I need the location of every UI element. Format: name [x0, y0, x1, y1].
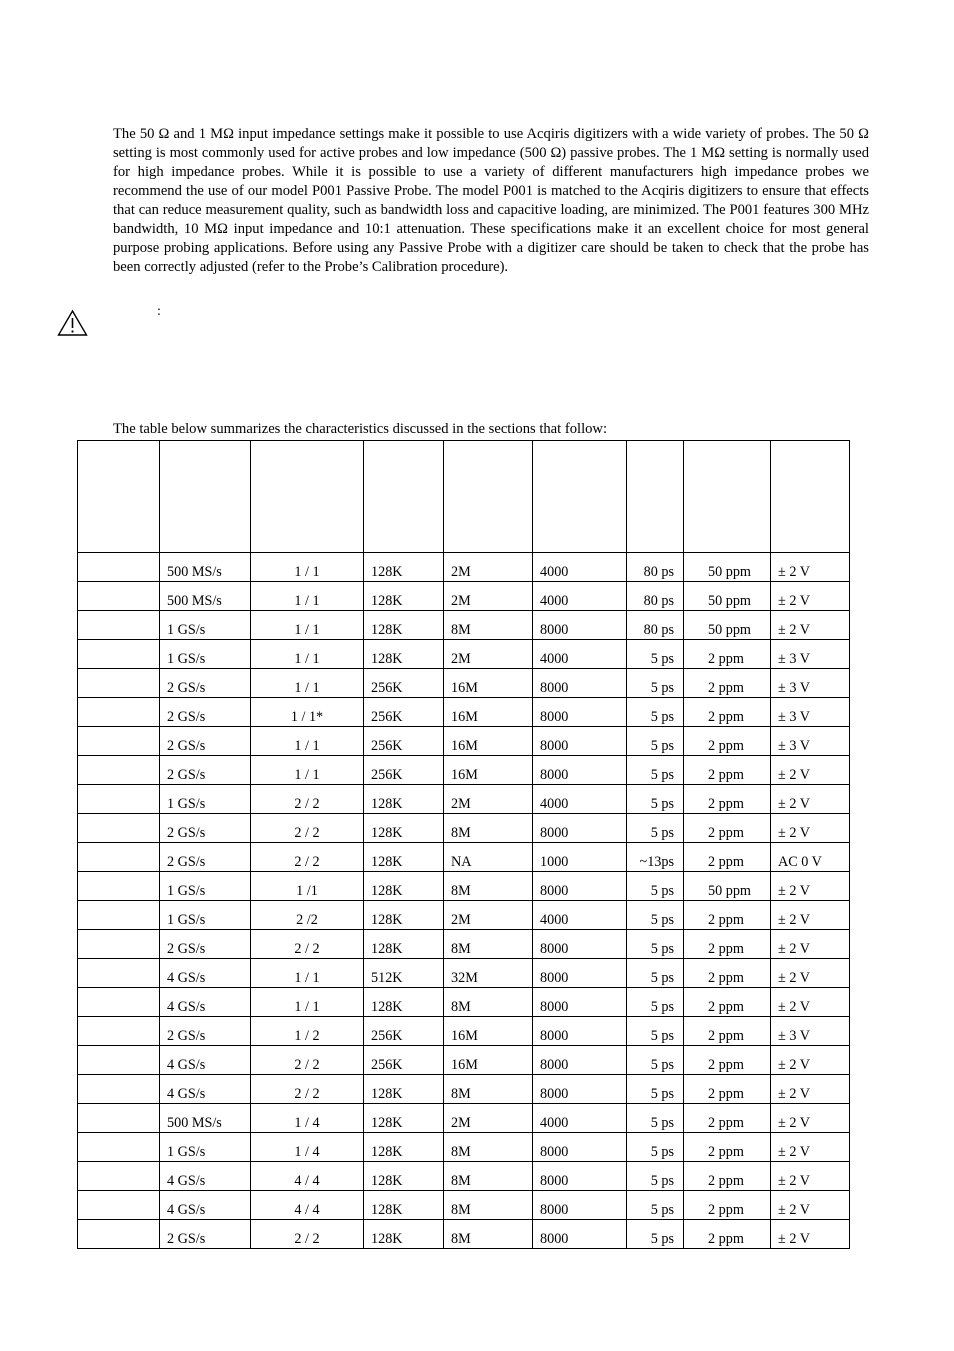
table-cell: 128K [364, 930, 444, 959]
table-cell: ± 2 V [771, 1046, 850, 1075]
table-cell [78, 785, 160, 814]
table-cell: 2M [444, 582, 533, 611]
table-cell [78, 727, 160, 756]
table-cell: 1 / 1 [251, 959, 364, 988]
table-cell: ± 2 V [771, 582, 850, 611]
table-cell: 5 ps [627, 727, 684, 756]
table-cell: 5 ps [627, 1075, 684, 1104]
table-cell: 128K [364, 640, 444, 669]
table-cell: 50 ppm [684, 553, 771, 582]
table-cell [78, 553, 160, 582]
table-cell: 32M [444, 959, 533, 988]
table-cell: 1 / 1 [251, 756, 364, 785]
table-cell: 8000 [533, 1220, 627, 1249]
table-row [78, 814, 850, 843]
header-cell [251, 441, 364, 553]
table-cell [78, 1046, 160, 1075]
table-cell: 2 ppm [684, 959, 771, 988]
table-cell: ± 2 V [771, 611, 850, 640]
table-cell: 8000 [533, 988, 627, 1017]
table-cell: ± 2 V [771, 814, 850, 843]
table-cell: 2 /2 [251, 901, 364, 930]
table-cell: 2 ppm [684, 814, 771, 843]
table-cell: ± 3 V [771, 698, 850, 727]
table-cell: ± 2 V [771, 1191, 850, 1220]
table-cell: ± 2 V [771, 930, 850, 959]
table-cell: ± 3 V [771, 669, 850, 698]
table-cell: 1 / 1 [251, 582, 364, 611]
table-cell: 128K [364, 1104, 444, 1133]
table-cell: 5 ps [627, 669, 684, 698]
table-cell: 8000 [533, 1075, 627, 1104]
table-cell: 4 GS/s [160, 1162, 251, 1191]
table-cell: 2 GS/s [160, 727, 251, 756]
table-cell: 128K [364, 901, 444, 930]
table-row [78, 1133, 850, 1162]
table-cell: 5 ps [627, 1046, 684, 1075]
table-row [78, 959, 850, 988]
table-cell: 16M [444, 1046, 533, 1075]
table-cell: 4 GS/s [160, 1075, 251, 1104]
table-cell: ± 2 V [771, 872, 850, 901]
table-row [78, 1104, 850, 1133]
table-row [78, 582, 850, 611]
table-cell: 8M [444, 1162, 533, 1191]
table-cell: 5 ps [627, 1220, 684, 1249]
table-cell: 8000 [533, 814, 627, 843]
table-cell: 2M [444, 553, 533, 582]
table-cell: 50 ppm [684, 611, 771, 640]
table-cell: 5 ps [627, 988, 684, 1017]
table-cell: 1 GS/s [160, 1133, 251, 1162]
table-cell [78, 611, 160, 640]
table-cell [78, 1162, 160, 1191]
table-cell: 2 GS/s [160, 1017, 251, 1046]
table-cell: 5 ps [627, 872, 684, 901]
table-cell: 500 MS/s [160, 582, 251, 611]
table-cell: ± 3 V [771, 727, 850, 756]
table-cell: 4000 [533, 553, 627, 582]
table-header-row [78, 441, 850, 553]
table-cell: 8M [444, 872, 533, 901]
table-cell: 128K [364, 785, 444, 814]
table-cell: 50 ppm [684, 872, 771, 901]
table-cell: ± 2 V [771, 988, 850, 1017]
table-cell: 256K [364, 669, 444, 698]
table-row [78, 988, 850, 1017]
table-cell: 500 MS/s [160, 1104, 251, 1133]
table-cell [78, 1133, 160, 1162]
table-cell: 128K [364, 872, 444, 901]
table-cell: 4000 [533, 640, 627, 669]
table-cell: 50 ppm [684, 582, 771, 611]
table-cell: 2 ppm [684, 1104, 771, 1133]
table-cell: 8M [444, 988, 533, 1017]
table-cell: 128K [364, 1075, 444, 1104]
table-cell: ± 2 V [771, 756, 850, 785]
table-cell: 8000 [533, 727, 627, 756]
table-cell: 80 ps [627, 553, 684, 582]
table-cell: 1 / 1 [251, 669, 364, 698]
table-cell: ± 3 V [771, 640, 850, 669]
table-cell: 2 / 2 [251, 843, 364, 872]
header-cell [364, 441, 444, 553]
table-cell: 5 ps [627, 1017, 684, 1046]
table-cell: 8M [444, 1133, 533, 1162]
table-cell: 2M [444, 785, 533, 814]
table-cell: 8000 [533, 611, 627, 640]
table-cell: 2 / 2 [251, 1046, 364, 1075]
characteristics-table [77, 440, 850, 1249]
table-cell: 8000 [533, 930, 627, 959]
table-cell: 128K [364, 1191, 444, 1220]
table-row [78, 1162, 850, 1191]
table-cell: 80 ps [627, 611, 684, 640]
table-row [78, 785, 850, 814]
table-cell: 1 GS/s [160, 872, 251, 901]
table-cell: 2 / 2 [251, 785, 364, 814]
table-cell: 2M [444, 901, 533, 930]
table-cell: 8000 [533, 872, 627, 901]
table-cell: 1 / 1 [251, 727, 364, 756]
table-cell: 2 GS/s [160, 814, 251, 843]
table-cell: 4000 [533, 901, 627, 930]
table-cell: 16M [444, 669, 533, 698]
table-cell: 5 ps [627, 1133, 684, 1162]
table-row [78, 901, 850, 930]
table-cell [78, 872, 160, 901]
table-row [78, 1017, 850, 1046]
table-cell: 1 / 1 [251, 611, 364, 640]
table-cell: 2 ppm [684, 785, 771, 814]
table-cell [78, 843, 160, 872]
table-cell: 1 / 1 [251, 640, 364, 669]
table-cell: 5 ps [627, 756, 684, 785]
table-cell: 8000 [533, 1133, 627, 1162]
table-cell: 2 ppm [684, 1220, 771, 1249]
table-cell: 2 ppm [684, 1046, 771, 1075]
table-cell [78, 1220, 160, 1249]
table-cell: 128K [364, 611, 444, 640]
table-cell: 2 ppm [684, 640, 771, 669]
table-cell: ± 3 V [771, 1017, 850, 1046]
table-cell: 8M [444, 1220, 533, 1249]
table-cell: 2 / 2 [251, 930, 364, 959]
table-cell: 128K [364, 988, 444, 1017]
table-cell: ± 2 V [771, 1220, 850, 1249]
table-cell: 2 ppm [684, 756, 771, 785]
table-cell: 1 GS/s [160, 785, 251, 814]
table-row [78, 1220, 850, 1249]
table-cell: 1000 [533, 843, 627, 872]
header-cell [78, 441, 160, 553]
table-cell: 2 / 2 [251, 1220, 364, 1249]
table-cell: ~13ps [627, 843, 684, 872]
table-intro: The table below summarizes the characteristics discussed in the sections that follow: [113, 421, 608, 437]
table-cell: 5 ps [627, 930, 684, 959]
table-cell: 4 / 4 [251, 1162, 364, 1191]
table-cell [78, 988, 160, 1017]
table-row [78, 611, 850, 640]
table-cell: 512K [364, 959, 444, 988]
table-cell: ± 2 V [771, 1075, 850, 1104]
table-cell: 5 ps [627, 959, 684, 988]
table-cell: 5 ps [627, 1104, 684, 1133]
table-cell: ± 2 V [771, 1162, 850, 1191]
table-cell [78, 756, 160, 785]
table-cell: 4000 [533, 785, 627, 814]
table-cell: ± 2 V [771, 901, 850, 930]
header-cell [627, 441, 684, 553]
table-cell: 8000 [533, 1191, 627, 1220]
table-cell: 4 GS/s [160, 988, 251, 1017]
table-cell: 2 GS/s [160, 698, 251, 727]
table-cell: ± 2 V [771, 1133, 850, 1162]
table-row [78, 698, 850, 727]
table-cell [78, 698, 160, 727]
table-cell: 1 / 4 [251, 1104, 364, 1133]
table-cell: 256K [364, 1046, 444, 1075]
table-cell: 5 ps [627, 640, 684, 669]
table-cell: 8M [444, 814, 533, 843]
table-cell: 4000 [533, 1104, 627, 1133]
table-cell: NA [444, 843, 533, 872]
table-cell [78, 959, 160, 988]
table-cell [78, 1104, 160, 1133]
table-cell: 2M [444, 640, 533, 669]
table-cell: ± 2 V [771, 1104, 850, 1133]
table-cell: 8000 [533, 1162, 627, 1191]
table-row [78, 1046, 850, 1075]
table-row [78, 669, 850, 698]
table-cell [78, 640, 160, 669]
table-cell: 5 ps [627, 901, 684, 930]
table-cell: 1 GS/s [160, 611, 251, 640]
table-cell: 128K [364, 1220, 444, 1249]
table-row [78, 553, 850, 582]
warning-triangle-icon [57, 309, 88, 337]
table-cell: 256K [364, 698, 444, 727]
table-row [78, 1075, 850, 1104]
table-cell: 2 GS/s [160, 756, 251, 785]
table-cell: 2 GS/s [160, 669, 251, 698]
table-cell: 5 ps [627, 814, 684, 843]
table-cell: 1 GS/s [160, 901, 251, 930]
table-cell [78, 1017, 160, 1046]
table-cell [78, 930, 160, 959]
table-cell: 128K [364, 814, 444, 843]
table-cell: 2 GS/s [160, 930, 251, 959]
table-cell: 128K [364, 553, 444, 582]
table-cell: 2 / 2 [251, 1075, 364, 1104]
table-cell: 256K [364, 1017, 444, 1046]
table-cell [78, 1191, 160, 1220]
table-cell: 4 GS/s [160, 959, 251, 988]
table-cell: 1 / 1 [251, 988, 364, 1017]
table-cell: 2 GS/s [160, 843, 251, 872]
table-cell: 2 ppm [684, 1075, 771, 1104]
table-cell: 2 GS/s [160, 1220, 251, 1249]
table-cell: AC 0 V [771, 843, 850, 872]
table-cell: 128K [364, 1133, 444, 1162]
table-cell: 16M [444, 698, 533, 727]
table-cell: 4 GS/s [160, 1046, 251, 1075]
warning-colon: : [157, 304, 161, 319]
table-row [78, 727, 850, 756]
table-cell: 8M [444, 930, 533, 959]
header-cell [444, 441, 533, 553]
table-cell: 2 ppm [684, 843, 771, 872]
table-cell: 256K [364, 756, 444, 785]
table-cell: 8000 [533, 669, 627, 698]
table-cell: 8000 [533, 756, 627, 785]
table-row [78, 843, 850, 872]
table-cell: 5 ps [627, 785, 684, 814]
table-cell: 8000 [533, 959, 627, 988]
table-cell: 500 MS/s [160, 553, 251, 582]
table-cell: ± 2 V [771, 553, 850, 582]
table-row [78, 1191, 850, 1220]
table-cell: 16M [444, 727, 533, 756]
table-cell: 16M [444, 756, 533, 785]
table-cell: 256K [364, 727, 444, 756]
table-cell [78, 1075, 160, 1104]
table-cell: 2 ppm [684, 698, 771, 727]
table-cell: 1 GS/s [160, 640, 251, 669]
table-cell: 4000 [533, 582, 627, 611]
table-cell: 4 GS/s [160, 1191, 251, 1220]
table-cell: 2 ppm [684, 1133, 771, 1162]
table-cell: 5 ps [627, 698, 684, 727]
table-cell: 128K [364, 582, 444, 611]
table-cell: 8000 [533, 1046, 627, 1075]
table-cell: 8M [444, 611, 533, 640]
table-cell: 1 / 2 [251, 1017, 364, 1046]
table-row [78, 930, 850, 959]
table-cell: 2 ppm [684, 727, 771, 756]
table-cell: 128K [364, 1162, 444, 1191]
table-cell: 2 ppm [684, 930, 771, 959]
table-cell: 2 ppm [684, 1191, 771, 1220]
table-cell: 128K [364, 843, 444, 872]
table-row [78, 872, 850, 901]
table-cell [78, 814, 160, 843]
header-cell [771, 441, 850, 553]
header-cell [160, 441, 251, 553]
table-cell: 1 / 4 [251, 1133, 364, 1162]
table-row [78, 756, 850, 785]
table-cell: 2M [444, 1104, 533, 1133]
table-cell: 1 / 1* [251, 698, 364, 727]
table-cell [78, 901, 160, 930]
table-cell: ± 2 V [771, 785, 850, 814]
table-cell: 2 ppm [684, 901, 771, 930]
table-cell: ± 2 V [771, 959, 850, 988]
body-paragraph: The 50 Ω and 1 MΩ input impedance settings make it possible to use Acqiris digitizers with a wide variety of probes. The 50 Ω setting is most commonly used for active probes and low impedance (500 Ω) passive probes. The 1 MΩ setting is normally used for high impedance probes. While it is possible to use a variety of different manufacturers high impedance probes we recommend the use of our model P001 Passive Probe. The model P001 is matched to the Acqiris digitizers to ensure that effects that can reduce measurement quality, such as bandwidth loss and capacitive loading, are minimized. The P001 features 300 MHz bandwidth, 10 MΩ input impedance and 10:1 attenuation. These specifications make it an excellent choice for most general purpose probing applications. Before using any Passive Probe with a digitizer care should be taken to check that the probe has been correctly adjusted (refer to the Probe’s Calibration procedure). [113, 126, 869, 275]
table-cell: 2 ppm [684, 1162, 771, 1191]
table-cell: 8000 [533, 1017, 627, 1046]
table-cell: 4 / 4 [251, 1191, 364, 1220]
header-cell [533, 441, 627, 553]
table-cell [78, 669, 160, 698]
table-cell: 8M [444, 1075, 533, 1104]
table-cell: 8M [444, 1191, 533, 1220]
table-cell: 2 ppm [684, 669, 771, 698]
table-cell: 5 ps [627, 1191, 684, 1220]
table-cell: 80 ps [627, 582, 684, 611]
table-cell: 2 / 2 [251, 814, 364, 843]
table-cell: 5 ps [627, 1162, 684, 1191]
table-cell: 2 ppm [684, 988, 771, 1017]
table-cell: 1 / 1 [251, 553, 364, 582]
table-cell [78, 582, 160, 611]
header-cell [684, 441, 771, 553]
table-cell: 16M [444, 1017, 533, 1046]
table-cell: 2 ppm [684, 1017, 771, 1046]
table-cell: 1 /1 [251, 872, 364, 901]
table-row [78, 640, 850, 669]
table-cell: 8000 [533, 698, 627, 727]
